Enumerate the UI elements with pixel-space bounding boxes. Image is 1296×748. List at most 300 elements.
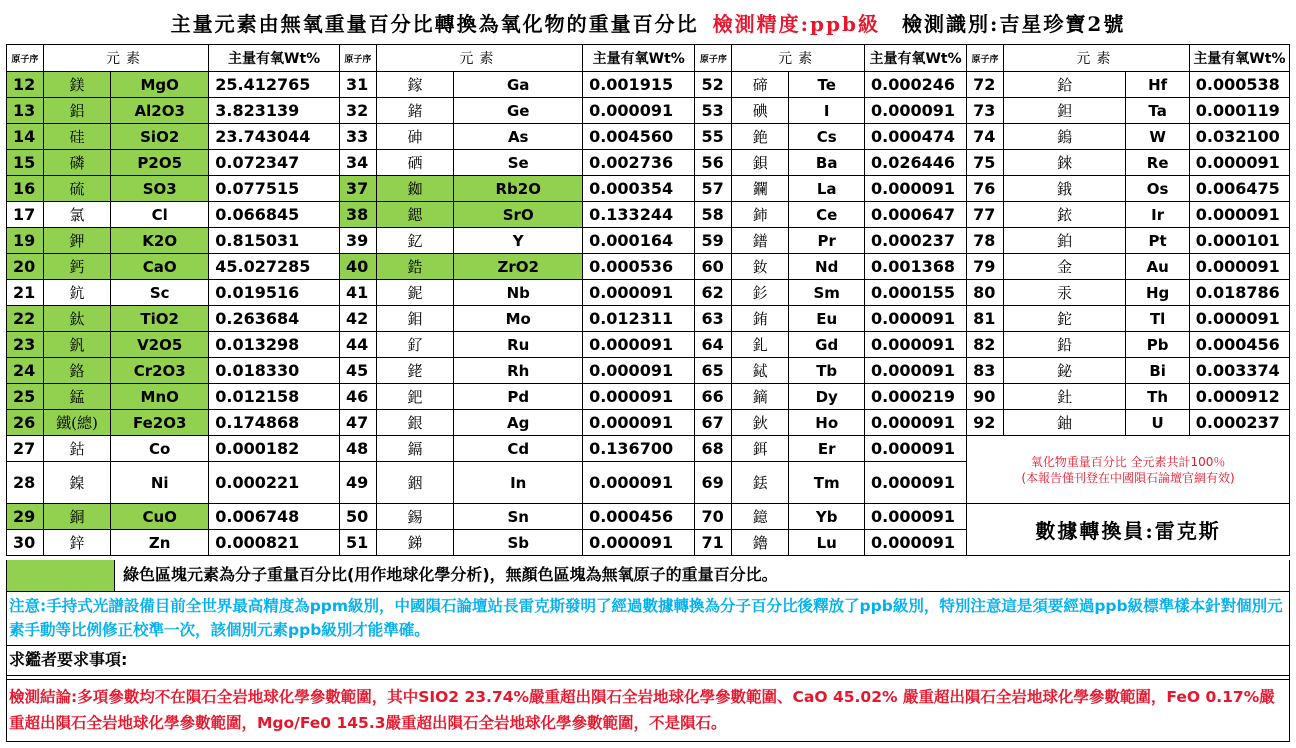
element-symbol-cell: Gd — [789, 332, 865, 358]
atomic-number-cell: 90 — [967, 384, 1004, 410]
element-name-cell: 鍶 — [376, 202, 454, 228]
element-name-cell: 錫 — [376, 504, 454, 530]
element-name-cell: 鋨 — [1003, 176, 1126, 202]
element-name-cell: 鉺 — [732, 436, 789, 462]
atomic-number-cell: 76 — [967, 176, 1004, 202]
legend-text: 綠色區塊元素為分子重量百分比(用作地球化學分析)，無顏色區塊為無氧原子的重量百分比。 — [123, 565, 778, 584]
element-symbol-cell: Co — [111, 436, 209, 462]
element-symbol-cell: Pt — [1126, 228, 1189, 254]
element-symbol-cell: SiO2 — [111, 124, 209, 150]
header-atomic-number: 原子序 — [695, 45, 732, 72]
header-wt-percent: 主量有氧Wt% — [1189, 45, 1289, 72]
element-name-cell: 銥 — [1003, 202, 1126, 228]
weight-percent-cell: 0.000091 — [1189, 254, 1289, 280]
element-symbol-cell: Zn — [111, 530, 209, 556]
atomic-number-cell: 28 — [7, 462, 44, 504]
header-element: 元素 — [376, 45, 582, 72]
element-symbol-cell: Mo — [454, 306, 583, 332]
weight-percent-cell: 0.000119 — [1189, 98, 1289, 124]
atomic-number-cell: 16 — [7, 176, 44, 202]
element-name-cell: 鈣 — [43, 254, 110, 280]
total-note-cell — [967, 436, 1290, 504]
atomic-number-cell: 20 — [7, 254, 44, 280]
weight-percent-cell: 0.000237 — [864, 228, 966, 254]
element-name-cell: 銠 — [376, 358, 454, 384]
header-atomic-number: 原子序 — [967, 45, 1004, 72]
weight-percent-cell: 0.000237 — [1189, 410, 1289, 436]
element-name-cell: 鎵 — [376, 72, 454, 98]
green-legend-swatch — [7, 560, 115, 591]
element-symbol-cell: U — [1126, 410, 1189, 436]
weight-percent-cell: 0.000091 — [583, 98, 695, 124]
atomic-number-cell: 31 — [339, 72, 376, 98]
legend-row — [6, 560, 1290, 592]
weight-percent-cell: 0.000091 — [583, 384, 695, 410]
element-symbol-cell: Nb — [454, 280, 583, 306]
atomic-number-cell: 41 — [339, 280, 376, 306]
weight-percent-cell: 0.018786 — [1189, 280, 1289, 306]
atomic-number-cell: 17 — [7, 202, 44, 228]
weight-percent-cell: 0.002736 — [583, 150, 695, 176]
element-symbol-cell: MnO — [111, 384, 209, 410]
atomic-number-cell: 34 — [339, 150, 376, 176]
header-element: 元素 — [43, 45, 208, 72]
element-symbol-cell: Cl — [111, 202, 209, 228]
atomic-number-cell: 65 — [695, 358, 732, 384]
element-symbol-cell: Cs — [789, 124, 865, 150]
atomic-number-cell: 37 — [339, 176, 376, 202]
weight-percent-cell: 0.000474 — [864, 124, 966, 150]
table-row — [7, 358, 1290, 384]
element-name-cell: 鎳 — [43, 462, 110, 504]
weight-percent-cell: 0.000091 — [583, 332, 695, 358]
weight-percent-cell: 0.133244 — [583, 202, 695, 228]
report-title: 主量元素由無氧重量百分比轉換為氧化物的重量百分比 — [170, 11, 699, 36]
element-symbol-cell: Ho — [789, 410, 865, 436]
element-symbol-cell: Tl — [1126, 306, 1189, 332]
table-row — [7, 384, 1290, 410]
element-symbol-cell: Th — [1126, 384, 1189, 410]
atomic-number-cell: 21 — [7, 280, 44, 306]
element-symbol-cell: Te — [789, 72, 865, 98]
atomic-number-cell: 45 — [339, 358, 376, 384]
atomic-number-cell: 25 — [7, 384, 44, 410]
atomic-number-cell: 22 — [7, 306, 44, 332]
weight-percent-cell: 0.012311 — [583, 306, 695, 332]
weight-percent-cell: 0.000821 — [209, 530, 340, 556]
element-name-cell: 鋅 — [43, 530, 110, 556]
atomic-number-cell: 63 — [695, 306, 732, 332]
atomic-number-cell: 55 — [695, 124, 732, 150]
element-name-cell: 銅 — [43, 504, 110, 530]
weight-percent-cell: 0.000091 — [864, 504, 966, 530]
atomic-number-cell: 92 — [967, 410, 1004, 436]
element-symbol-cell: Pr — [789, 228, 865, 254]
element-name-cell: 釹 — [732, 254, 789, 280]
element-name-cell: 銪 — [732, 306, 789, 332]
element-name-cell: 硒 — [376, 150, 454, 176]
table-header-row — [7, 45, 1290, 72]
atomic-number-cell: 38 — [339, 202, 376, 228]
element-symbol-cell: V2O5 — [111, 332, 209, 358]
weight-percent-cell: 45.027285 — [209, 254, 340, 280]
atomic-number-cell: 59 — [695, 228, 732, 254]
total-note-line2: (本報告僅刊登在中國隕石論壇官網有效) — [1021, 470, 1235, 485]
atomic-number-cell: 75 — [967, 150, 1004, 176]
element-symbol-cell: Re — [1126, 150, 1189, 176]
element-symbol-cell: In — [454, 462, 583, 504]
atomic-number-cell: 79 — [967, 254, 1004, 280]
atomic-number-cell: 53 — [695, 98, 732, 124]
atomic-number-cell: 64 — [695, 332, 732, 358]
element-symbol-cell: CuO — [111, 504, 209, 530]
element-name-cell: 鉍 — [1003, 358, 1126, 384]
weight-percent-cell: 0.000091 — [864, 436, 966, 462]
weight-percent-cell: 0.013298 — [209, 332, 340, 358]
element-symbol-cell: Eu — [789, 306, 865, 332]
weight-percent-cell: 0.000091 — [1189, 202, 1289, 228]
element-symbol-cell: Sn — [454, 504, 583, 530]
table-row — [7, 176, 1290, 202]
atomic-number-cell: 33 — [339, 124, 376, 150]
element-name-cell: 釕 — [376, 332, 454, 358]
total-note-line1: 氧化物重量百分比 全元素共計100％ — [1030, 454, 1226, 469]
element-symbol-cell: La — [789, 176, 865, 202]
atomic-number-cell: 47 — [339, 410, 376, 436]
atomic-number-cell: 73 — [967, 98, 1004, 124]
header-element: 元素 — [1003, 45, 1189, 72]
weight-percent-cell: 0.032100 — [1189, 124, 1289, 150]
weight-percent-cell: 0.000456 — [583, 504, 695, 530]
weight-percent-cell: 0.006475 — [1189, 176, 1289, 202]
element-symbol-cell: Rh — [454, 358, 583, 384]
atomic-number-cell: 23 — [7, 332, 44, 358]
element-symbol-cell: Pd — [454, 384, 583, 410]
header-atomic-number: 原子序 — [7, 45, 44, 72]
atomic-number-cell: 72 — [967, 72, 1004, 98]
element-name-cell: 汞 — [1003, 280, 1126, 306]
element-name-cell: 金 — [1003, 254, 1126, 280]
atomic-number-cell: 14 — [7, 124, 44, 150]
element-name-cell: 鈰 — [732, 202, 789, 228]
table-row — [7, 202, 1290, 228]
element-name-cell: 銩 — [732, 462, 789, 504]
header-atomic-number: 原子序 — [339, 45, 376, 72]
precision-label: 檢測精度:ppb級 — [712, 11, 881, 36]
weight-percent-cell: 0.000538 — [1189, 72, 1289, 98]
element-name-cell: 鎢 — [1003, 124, 1126, 150]
atomic-number-cell: 32 — [339, 98, 376, 124]
header-wt-percent: 主量有氧Wt% — [209, 45, 340, 72]
element-name-cell: 鐠 — [732, 228, 789, 254]
element-symbol-cell: Al2O3 — [111, 98, 209, 124]
element-symbol-cell: Hf — [1126, 72, 1189, 98]
sample-id-label: 檢測識別:吉星珍寶2號 — [902, 11, 1126, 36]
atomic-number-cell: 74 — [967, 124, 1004, 150]
element-symbol-cell: Ge — [454, 98, 583, 124]
atomic-number-cell: 24 — [7, 358, 44, 384]
weight-percent-cell: 0.000164 — [583, 228, 695, 254]
element-name-cell: 錸 — [1003, 150, 1126, 176]
atomic-number-cell: 67 — [695, 410, 732, 436]
atomic-number-cell: 58 — [695, 202, 732, 228]
table-row — [7, 306, 1290, 332]
element-name-cell: 鈥 — [732, 410, 789, 436]
element-name-cell: 銻 — [376, 530, 454, 556]
conclusion-text: 檢測結論:多項參數均不在隕石全岩地球化學參數範圍，其中SIO2 23.74%嚴重超出隕石全岩地球化學參數範圍、CaO 45.02% 嚴重超出隕石全岩地球化學參數範圍，FeO 0.17%嚴重超出隕石全岩地球化學參數範圍，Mgo/Fe0 145.3嚴重超出隕石全岩地球化學參數範圍，不是隕石。 — [6, 680, 1290, 742]
element-name-cell: 鑥 — [732, 530, 789, 556]
element-symbol-cell: Ir — [1126, 202, 1189, 228]
weight-percent-cell: 0.000091 — [864, 530, 966, 556]
element-symbol-cell: Cr2O3 — [111, 358, 209, 384]
atomic-number-cell: 19 — [7, 228, 44, 254]
element-name-cell: 硫 — [43, 176, 110, 202]
element-name-cell: 鎘 — [376, 436, 454, 462]
weight-percent-cell: 0.004560 — [583, 124, 695, 150]
element-name-cell: 碲 — [732, 72, 789, 98]
element-name-cell: 硅 — [43, 124, 110, 150]
table-row — [7, 150, 1290, 176]
weight-percent-cell: 0.077515 — [209, 176, 340, 202]
weight-percent-cell: 0.000091 — [583, 530, 695, 556]
atomic-number-cell: 70 — [695, 504, 732, 530]
atomic-number-cell: 71 — [695, 530, 732, 556]
weight-percent-cell: 0.263684 — [209, 306, 340, 332]
element-symbol-cell: Ga — [454, 72, 583, 98]
element-symbol-cell: Pb — [1126, 332, 1189, 358]
element-name-cell: 鎂 — [43, 72, 110, 98]
atomic-number-cell: 68 — [695, 436, 732, 462]
weight-percent-cell: 0.000091 — [864, 176, 966, 202]
element-symbol-cell: Y — [454, 228, 583, 254]
weight-percent-cell: 0.019516 — [209, 280, 340, 306]
weight-percent-cell: 0.000647 — [864, 202, 966, 228]
weight-percent-cell: 0.018330 — [209, 358, 340, 384]
table-row — [7, 332, 1290, 358]
element-symbol-cell: Sb — [454, 530, 583, 556]
precision-notice: 注意:手持式光譜設備目前全世界最高精度為ppm級別，中國隕石論壇站長雷克斯發明了經過數據轉換為分子百分比後釋放了ppb級別，特別注意這是須要經過ppb級標準樣本針對個別元素手動等比例修正校準一次，該個別元素ppb級別才能準確。 — [6, 592, 1290, 646]
atomic-number-cell: 56 — [695, 150, 732, 176]
atomic-number-cell: 39 — [339, 228, 376, 254]
atomic-number-cell: 48 — [339, 436, 376, 462]
element-symbol-cell: Bi — [1126, 358, 1189, 384]
weight-percent-cell: 0.000091 — [864, 462, 966, 504]
weight-percent-cell: 0.000091 — [864, 332, 966, 358]
element-symbol-cell: Yb — [789, 504, 865, 530]
element-symbol-cell: SO3 — [111, 176, 209, 202]
element-name-cell: 鈀 — [376, 384, 454, 410]
atomic-number-cell: 62 — [695, 280, 732, 306]
element-symbol-cell: Er — [789, 436, 865, 462]
weight-percent-cell: 0.000091 — [864, 306, 966, 332]
atomic-number-cell: 15 — [7, 150, 44, 176]
weight-percent-cell: 0.000091 — [1189, 306, 1289, 332]
element-name-cell: 鋯 — [376, 254, 454, 280]
element-name-cell: 鐵(總) — [43, 410, 110, 436]
weight-percent-cell: 0.000091 — [583, 410, 695, 436]
element-name-cell: 鉛 — [1003, 332, 1126, 358]
weight-percent-cell: 0.000091 — [1189, 150, 1289, 176]
atomic-number-cell: 30 — [7, 530, 44, 556]
table-row — [7, 280, 1290, 306]
element-symbol-cell: Nd — [789, 254, 865, 280]
weight-percent-cell: 0.174868 — [209, 410, 340, 436]
atomic-number-cell: 27 — [7, 436, 44, 462]
element-name-cell: 鉻 — [43, 358, 110, 384]
element-symbol-cell: Ni — [111, 462, 209, 504]
element-name-cell: 鉿 — [1003, 72, 1126, 98]
element-symbol-cell: Dy — [789, 384, 865, 410]
element-name-cell: 鑭 — [732, 176, 789, 202]
request-label: 求鑑者要求事項: — [6, 646, 1290, 676]
element-name-cell: 鈮 — [376, 280, 454, 306]
table-row — [7, 254, 1290, 280]
element-symbol-cell: CaO — [111, 254, 209, 280]
weight-percent-cell: 0.072347 — [209, 150, 340, 176]
element-name-cell: 磷 — [43, 150, 110, 176]
atomic-number-cell: 51 — [339, 530, 376, 556]
atomic-number-cell: 77 — [967, 202, 1004, 228]
element-name-cell: 鉈 — [1003, 306, 1126, 332]
element-symbol-cell: As — [454, 124, 583, 150]
element-name-cell: 鈷 — [43, 436, 110, 462]
element-name-cell: 鉀 — [43, 228, 110, 254]
element-symbol-cell: TiO2 — [111, 306, 209, 332]
atomic-number-cell: 42 — [339, 306, 376, 332]
element-symbol-cell: SrO — [454, 202, 583, 228]
weight-percent-cell: 25.412765 — [209, 72, 340, 98]
element-symbol-cell: Sc — [111, 280, 209, 306]
element-symbol-cell: Ba — [789, 150, 865, 176]
atomic-number-cell: 29 — [7, 504, 44, 530]
element-name-cell: 鉭 — [1003, 98, 1126, 124]
element-name-cell: 鋁 — [43, 98, 110, 124]
weight-percent-cell: 0.001915 — [583, 72, 695, 98]
table-row — [7, 124, 1290, 150]
weight-percent-cell: 0.000091 — [864, 358, 966, 384]
table-row — [7, 228, 1290, 254]
element-symbol-cell: I — [789, 98, 865, 124]
weight-percent-cell: 0.001368 — [864, 254, 966, 280]
element-name-cell: 鉬 — [376, 306, 454, 332]
atomic-number-cell: 52 — [695, 72, 732, 98]
weight-percent-cell: 0.000101 — [1189, 228, 1289, 254]
element-symbol-cell: Hg — [1126, 280, 1189, 306]
weight-percent-cell: 0.000091 — [864, 410, 966, 436]
header-wt-percent: 主量有氧Wt% — [583, 45, 695, 72]
weight-percent-cell: 0.000155 — [864, 280, 966, 306]
weight-percent-cell: 0.000091 — [583, 462, 695, 504]
weight-percent-cell: 0.000912 — [1189, 384, 1289, 410]
table-row — [7, 410, 1290, 436]
element-symbol-cell: Au — [1126, 254, 1189, 280]
element-symbol-cell: Ru — [454, 332, 583, 358]
element-name-cell: 錳 — [43, 384, 110, 410]
atomic-number-cell: 49 — [339, 462, 376, 504]
element-name-cell: 釷 — [1003, 384, 1126, 410]
atomic-number-cell: 40 — [339, 254, 376, 280]
element-name-cell: 釔 — [376, 228, 454, 254]
element-name-cell: 釓 — [732, 332, 789, 358]
atomic-number-cell: 82 — [967, 332, 1004, 358]
element-symbol-cell: Tb — [789, 358, 865, 384]
weight-percent-cell: 0.000091 — [583, 280, 695, 306]
element-symbol-cell: Rb2O — [454, 176, 583, 202]
element-name-cell: 銀 — [376, 410, 454, 436]
element-name-cell: 氯 — [43, 202, 110, 228]
weight-percent-cell: 0.000091 — [864, 98, 966, 124]
operator-name-cell: 數據轉換員:雷克斯 — [967, 504, 1290, 556]
weight-percent-cell: 0.000246 — [864, 72, 966, 98]
atomic-number-cell: 81 — [967, 306, 1004, 332]
atomic-number-cell: 12 — [7, 72, 44, 98]
element-symbol-cell: Sm — [789, 280, 865, 306]
element-symbol-cell: K2O — [111, 228, 209, 254]
atomic-number-cell: 66 — [695, 384, 732, 410]
element-symbol-cell: P2O5 — [111, 150, 209, 176]
atomic-number-cell: 26 — [7, 410, 44, 436]
table-row — [7, 98, 1290, 124]
element-name-cell: 鋇 — [732, 150, 789, 176]
atomic-number-cell: 13 — [7, 98, 44, 124]
weight-percent-cell: 0.136700 — [583, 436, 695, 462]
header-element: 元素 — [732, 45, 865, 72]
weight-percent-cell: 0.066845 — [209, 202, 340, 228]
element-name-cell: 銣 — [376, 176, 454, 202]
table-row — [7, 504, 1290, 530]
atomic-number-cell: 60 — [695, 254, 732, 280]
weight-percent-cell: 0.000354 — [583, 176, 695, 202]
weight-percent-cell: 0.006748 — [209, 504, 340, 530]
element-symbol-cell: ZrO2 — [454, 254, 583, 280]
element-name-cell: 鏑 — [732, 384, 789, 410]
weight-percent-cell: 0.000182 — [209, 436, 340, 462]
element-name-cell: 釩 — [43, 332, 110, 358]
element-name-cell: 鍺 — [376, 98, 454, 124]
atomic-number-cell: 78 — [967, 228, 1004, 254]
weight-percent-cell: 0.000456 — [1189, 332, 1289, 358]
element-symbol-cell: W — [1126, 124, 1189, 150]
report-title-bar — [0, 0, 1296, 44]
element-symbol-cell: Fe2O3 — [111, 410, 209, 436]
element-name-cell: 鈦 — [43, 306, 110, 332]
atomic-number-cell: 50 — [339, 504, 376, 530]
element-symbol-cell: Se — [454, 150, 583, 176]
element-symbol-cell: Lu — [789, 530, 865, 556]
weight-percent-cell: 0.000221 — [209, 462, 340, 504]
element-table — [6, 44, 1290, 556]
element-name-cell: 銦 — [376, 462, 454, 504]
weight-percent-cell: 0.815031 — [209, 228, 340, 254]
element-symbol-cell: Tm — [789, 462, 865, 504]
element-name-cell: 銫 — [732, 124, 789, 150]
weight-percent-cell: 0.012158 — [209, 384, 340, 410]
element-name-cell: 碘 — [732, 98, 789, 124]
element-name-cell: 釤 — [732, 280, 789, 306]
weight-percent-cell: 0.000219 — [864, 384, 966, 410]
element-name-cell: 鈾 — [1003, 410, 1126, 436]
table-row — [7, 436, 1290, 462]
atomic-number-cell: 44 — [339, 332, 376, 358]
weight-percent-cell: 23.743044 — [209, 124, 340, 150]
atomic-number-cell: 80 — [967, 280, 1004, 306]
element-symbol-cell: Cd — [454, 436, 583, 462]
element-symbol-cell: Ag — [454, 410, 583, 436]
element-symbol-cell: Os — [1126, 176, 1189, 202]
element-name-cell: 鐿 — [732, 504, 789, 530]
atomic-number-cell: 69 — [695, 462, 732, 504]
header-wt-percent: 主量有氧Wt% — [864, 45, 966, 72]
